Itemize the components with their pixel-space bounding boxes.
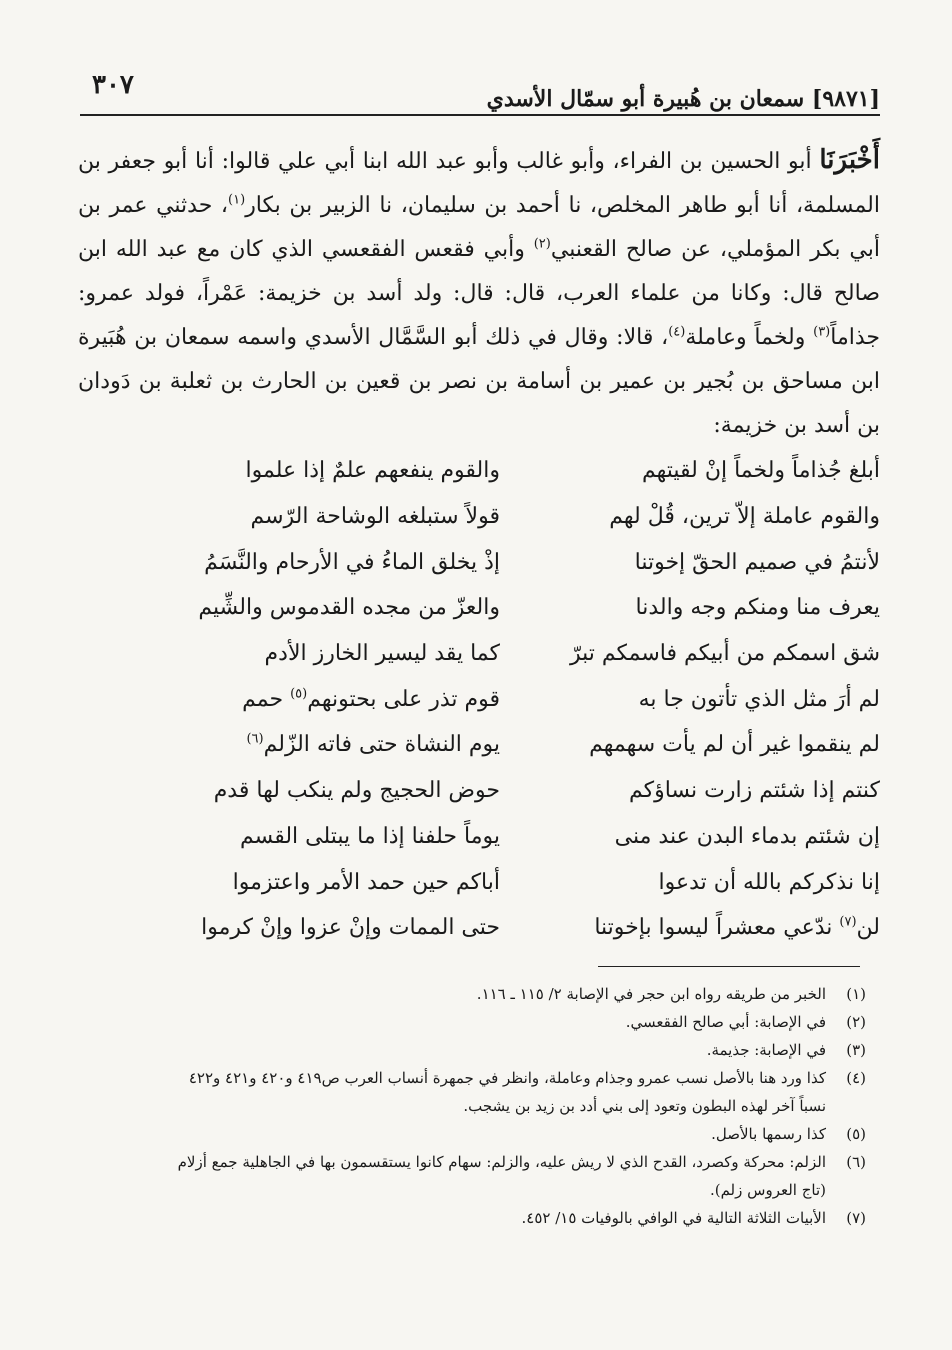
footnote xyxy=(80,1148,866,1176)
verse-line xyxy=(80,494,880,540)
footnote-number: (٤) xyxy=(846,1069,866,1087)
footnotes xyxy=(80,980,866,1232)
footnote-number: (٢) xyxy=(846,1013,866,1031)
verse-second-hemistich: والقوم ينفعهم علمٌ إذا علموا xyxy=(245,458,500,484)
header-rule xyxy=(80,114,880,116)
verse-second-hemistich: والعزّ من مجده القدموس والشِّيم xyxy=(198,595,500,621)
verse-first-hemistich: لم أرَ مثل الذي تأتون جا به xyxy=(638,686,880,712)
footnote-ref: (٤) xyxy=(668,324,686,340)
text-run: ، حدثني عمر بن أبي بكر المؤملي، عن صالح القعنبي xyxy=(78,193,880,262)
footnote-continuation: نسباً آخر لهذه البطون وتعود إلى بني أدد بن زيد بن يشجب. xyxy=(463,1097,826,1115)
footnote-ref: (١) xyxy=(228,192,246,208)
footnote-text: الأبيات الثلاثة التالية في الوافي بالوفيات ١٥/ ٤٥٢. xyxy=(521,1209,826,1227)
footnote-number: (١) xyxy=(846,985,866,1003)
verse-second-hemistich: قولاً ستبلغه الوشاحة الرّسم xyxy=(250,504,500,530)
verse-first-hemistich: يعرف منا ومنكم وجه والدنا xyxy=(635,595,880,621)
text-run: يوم النشاة حتى فاته الزّلم xyxy=(263,732,500,758)
verse-second-hemistich: كما يقد ليسير الخارز الأدم xyxy=(264,641,500,667)
footnote-number: (٦) xyxy=(846,1153,866,1171)
verse-line xyxy=(80,585,880,631)
footnote-text: في الإصابة: جذيمة. xyxy=(706,1041,826,1059)
verse-line xyxy=(80,859,880,905)
footnote-number: (٥) xyxy=(846,1125,866,1143)
verse-first-hemistich: شق اسمكم من أبيكم فاسمكم تبرّ xyxy=(569,641,880,667)
verse-first-hemistich: والقوم عاملة إلاّ ترين، قُلْ لهم xyxy=(609,504,880,530)
footnote-text: كذا ورد هنا بالأصل نسب عمرو وجذام وعاملة، وانظر في جمهرة أنساب العرب ص٤١٩ و٤٢٠ و٤٢١ و٤٢٢ xyxy=(188,1069,826,1087)
verse-first-hemistich: لم ينقموا غير أن لم يأت سهمهم xyxy=(589,732,880,758)
footnote xyxy=(80,1036,866,1064)
verse-first-hemistich: إنا نذكركم بالله أن تدعوا xyxy=(658,869,880,895)
paragraph xyxy=(78,138,880,448)
verse-second-hemistich: إذْ يخلق الماءُ في الأرحام والنَّسَمُ xyxy=(204,549,500,575)
main-text xyxy=(78,138,880,448)
verse-first-hemistich xyxy=(550,915,880,940)
verse-line xyxy=(80,448,880,494)
text-run: لن xyxy=(856,915,880,941)
verse-line xyxy=(80,631,880,677)
verse-line xyxy=(80,539,880,585)
lead-word: أَخْبَرَنَا xyxy=(819,145,880,175)
footnote-text: الخبر من طريقه رواه ابن حجر في الإصابة ٢/ ١١٥ ـ ١١٦. xyxy=(476,985,826,1003)
verse-second-hemistich xyxy=(170,732,500,757)
text-run: حمم xyxy=(242,686,291,712)
footnote-ref: (٧) xyxy=(839,914,857,930)
text-run: وأبي فقعس الفقعسي الذي كان مع عبد الله ابن صالح قال: وكانا من علماء العرب، قال: قال: ولد أسد بن خزيمة: عَمْراً، فولد عمرو: جذاماً xyxy=(78,237,880,350)
footnote xyxy=(80,1204,866,1232)
verse-line xyxy=(80,676,880,722)
footnote-ref: (٥) xyxy=(290,686,308,702)
text-run: ندّعي معشراً ليسوا بإخوتنا xyxy=(594,915,840,941)
verse-second-hemistich: حوض الحجيج ولم ينكب لها قدم xyxy=(213,778,500,804)
verse-line xyxy=(80,722,880,768)
verse-second-hemistich xyxy=(170,687,500,712)
text-run: قوم تذر على بحتونهم xyxy=(307,686,500,712)
footnote xyxy=(80,1008,866,1036)
footnote-rule xyxy=(598,966,860,967)
verse-line xyxy=(80,768,880,814)
footnote xyxy=(80,1120,866,1148)
page-number: ٣٠٧ xyxy=(92,70,134,100)
text-run: أبو الحسين بن الفراء، وأبو غالب وأبو عبد الله ابنا أبي علي قالوا: أنا أبو جعفر بن المسلمة، أنا أبو طاهر المخلص، نا أحمد بن سليمان، نا الزبير بن بكار xyxy=(78,149,880,218)
footnote xyxy=(80,980,866,1008)
footnote-ref: (٦) xyxy=(246,732,264,748)
footnote-text: الزلم: محركة وكصرد، القدح الذي لا ريش عليه، والزلم: سهام كانوا يستقسمون بها في الجاهلية جمع أزلام xyxy=(177,1153,826,1171)
verse-first-hemistich: إن شئتم بدماء البدن عند منى xyxy=(614,823,880,849)
verse-first-hemistich: أبلغ جُذاماً ولخماً إنْ لقيتهم xyxy=(641,458,880,484)
verse-second-hemistich: أباكم حين حمد الأمر واعتزموا xyxy=(232,869,500,895)
running-head: [٩٨٧١] سمعان بن هُبيرة أبو سمّال الأسدي xyxy=(486,86,880,112)
verse-second-hemistich: حتى الممات وإنْ عزوا وإنْ كرموا xyxy=(201,915,500,941)
verse-first-hemistich: لأنتمُ في صميم الحقّ إخوتنا xyxy=(634,549,880,575)
footnote-ref: (٣) xyxy=(813,324,831,340)
verse-second-hemistich: يوماً حلفنا إذا ما يبتلى القسم xyxy=(239,823,500,849)
footnote-text: في الإصابة: أبي صالح الفقعسي. xyxy=(625,1013,826,1031)
footnote-number: (٧) xyxy=(846,1209,866,1227)
page-header xyxy=(80,66,880,114)
poem xyxy=(80,448,880,951)
verse-first-hemistich: كنتم إذا شئتم زارت نساؤكم xyxy=(628,778,880,804)
footnote-number: (٣) xyxy=(846,1041,866,1059)
verse-line xyxy=(80,905,880,951)
footnote-ref: (٢) xyxy=(533,236,551,252)
text-run: ولخماً وعاملة xyxy=(685,325,814,350)
footnote xyxy=(80,1064,866,1092)
verse-line xyxy=(80,814,880,860)
text-run: ، قالا: وقال في ذلك أبو السَّمَّال الأسدي واسمه سمعان بن هُبَيرة ابن مساحق بن بُجير بن عمير بن أسامة بن نصر بن قعين بن الحارث بن ثعلبة بن دَودان بن أسد بن خزيمة: xyxy=(78,325,880,438)
footnote-continuation: (تاج العروس زلم). xyxy=(709,1181,826,1199)
footnote-text: كذا رسمها بالأصل. xyxy=(711,1125,826,1143)
